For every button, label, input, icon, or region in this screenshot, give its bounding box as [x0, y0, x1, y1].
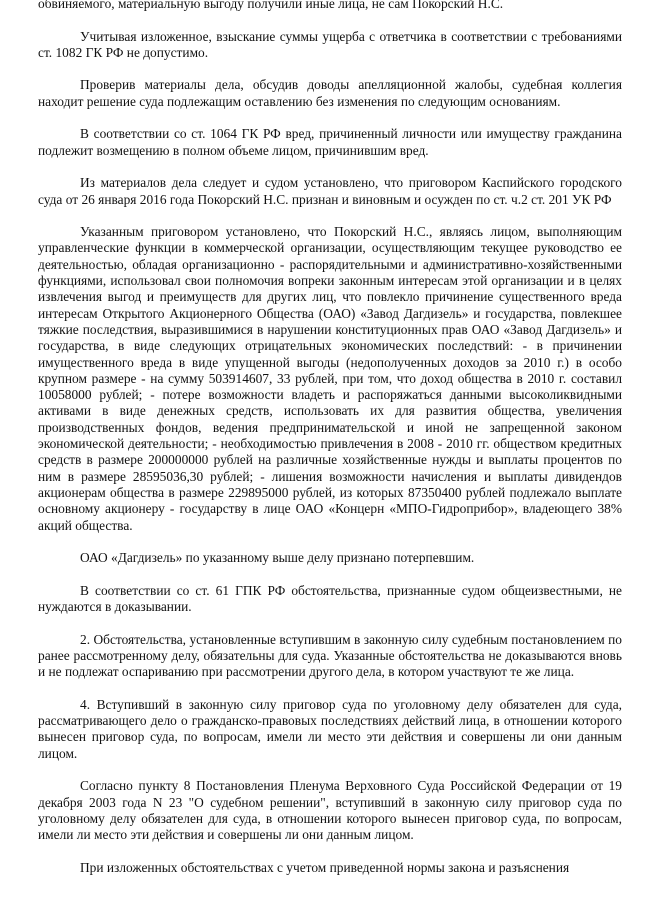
paragraph-plenum-resolution: Согласно пункту 8 Постановления Пленума Верховного Суда Российской Федерации от 19 декабря 2003 года N 23 "О судебном решении", вступивший в законную силу приговор суда по уголовному делу обязателен для суда, в отношении которого вынесен приговор суда, по вопросам, имели ли место эти действия и совершены ли они данным лицом. — [38, 778, 622, 843]
paragraph-clause-4: 4. Вступивший в законную силу приговор суда по уголовному делу обязателен для суда, рассматривающего дело о гражданско-правовых последствиях действий лица, в отношении которого вынесен приговор суда, по вопросам, имели ли место эти действия и совершены ли они данным лицом. — [38, 696, 622, 761]
paragraph-verdict: Из материалов дела следует и судом установлено, что приговором Каспийского городского суда от 26 января 2016 года Покорский Н.С. признан и виновным и осужден по ст. ч.2 ст. 201 УК РФ — [38, 175, 622, 207]
paragraph-appeal-review: Проверив материалы дела, обсудив доводы апелляционной жалобы, судебная коллегия находит решение суда подлежащим оставлению без изменения по следующим основаниям. — [38, 77, 622, 109]
paragraph-conclusion: При изложенных обстоятельствах с учетом приведенной нормы закона и разъяснения — [80, 859, 570, 875]
paragraph-victim: ОАО «Дагдизель» по указанному выше делу признано потерпевшим. — [80, 550, 475, 566]
paragraph-damages-inadmissible: Учитывая изложенное, взыскание суммы ущерба с ответчика в соответствии с требованиями ст. 1082 ГК РФ не допустимо. — [38, 28, 622, 60]
paragraph-verdict-findings: Указанным приговором установлено, что Покорский Н.С., являясь лицом, выполняющим управленческие функции в коммерческой организации, осуществляющим текущее руководство ее деятельностью, обладая организационно - распорядительными и административно-хозяйственными функциями, использовал свои полномочия вопреки законным интересам этой организации и в целях извлечения выгод и преимуществ для других лиц, что повлекло причинение существенного вреда интересам Открытого Акционерного Общества (ОАО) «Завод Дагдизель» и государства, повлекшее тяжкие последствия, выразившимися в нарушении конституционных прав ОАО «Завод Дагдизель» и государства, в виде следующих отрицательных экономических последствий: - в причинении имущественного вреда в виде упущенной выгоды (недополученных доходов за 2010 г.) в особо крупном размере - на сумму 503914607, 33 рублей, при том, что доход общества в 2010 г. составил 10058000 рублей; - потере возможности владеть и распоряжаться данными высоколиквидными активами в виде денежных средств, использовать их для развития общества, увеличения производственных фондов, ведения предпринимательской и иной не запрещенной законом экономической деятельности; - необходимостью привлечения в 2008 - 2010 гг. обществом кредитных средств в размере 200000000 рублей на различные хозяйственные нужды и выплаты процентов по ним в размере 28595036,30 рублей; - лишения возможности начисления и выплаты дивидендов акционерам общества в размере 229895000 рублей, из которых 87350400 рублей подлежало выплате основному акционеру - государству в лице ОАО «Концерн «МПО-Гидроприбор», владеющего 38% акций общества. — [38, 224, 622, 533]
paragraph-continuation: обвиняемого, материальную выгоду получили иные лица, не сам Покорский Н.С. — [38, 0, 504, 11]
paragraph-clause-2: 2. Обстоятельства, установленные вступившим в законную силу судебным постановлением по ранее рассмотренному делу, обязательны для суда. Указанные обстоятельства не доказываются вновь и не подлежат оспариванию при рассмотрении другого дела, в котором участвуют те же лица. — [38, 631, 622, 680]
paragraph-article-61: В соответствии со ст. 61 ГПК РФ обстоятельства, признанные судом общеизвестными, не нуждаются в доказывании. — [38, 582, 622, 614]
paragraph-article-1064: В соответствии со ст. 1064 ГК РФ вред, причиненный личности или имуществу гражданина подлежит возмещению в полном объеме лицом, причинившим вред. — [38, 126, 622, 158]
document-page — [38, 0, 622, 876]
